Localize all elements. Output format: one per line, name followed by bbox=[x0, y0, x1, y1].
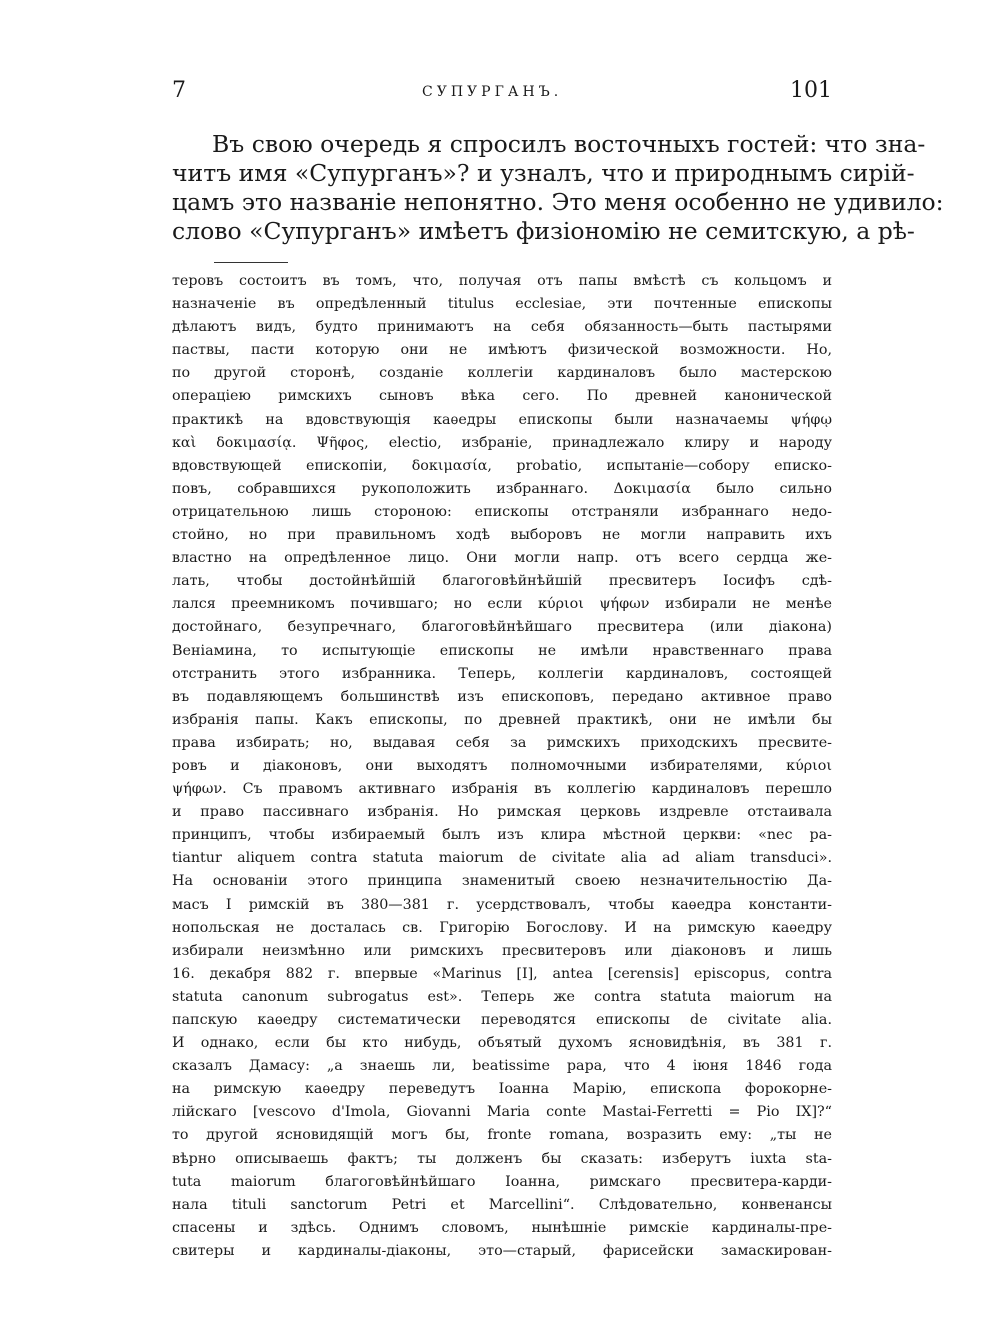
footnote-line: операціею римскихъ сыновъ вѣка сего. По древней канонической bbox=[172, 388, 832, 405]
footnote-line: 16. декабря 882 г. впервые «Marinus [I], antea [cerensis] episcopus, contra bbox=[172, 965, 832, 982]
footnote-line: нопольская не досталась св. Григорію Богослову. И на римскую каѳедру bbox=[172, 919, 832, 936]
footnote-line: statuta canonum subrogatus est». Теперь же contra statuta maiorum на bbox=[172, 988, 832, 1005]
footnote-line: И однако, если бы кто нибудь, объятый духомъ ясновидѣнія, въ 381 г. bbox=[172, 1035, 832, 1052]
footnote-line: свитеры и кардиналы-діаконы, это—старый, фарисейски замаскирован- bbox=[172, 1242, 832, 1259]
footnote-line: лался преемникомъ почившаго; но если κύριοι ψήφων избирали не менѣе bbox=[172, 596, 832, 613]
main-line: читъ имя «Супурганъ»? и узналъ, что и природнымъ сирій- bbox=[172, 159, 915, 187]
running-title: СУПУРГАНЪ. bbox=[422, 84, 563, 100]
footnote-line: На основаніи этого принципа знаменитый своею незначительностію Да- bbox=[172, 873, 832, 890]
footnote-line: властно на опредѣленное лицо. Они могли напр. отъ всего сердца же- bbox=[172, 550, 832, 567]
footnote-line: отрицательною лишь стороною: епископы отстраняли избраннаго недо- bbox=[172, 503, 832, 520]
footnote-line: отстранить этого избранника. Теперь, коллегіи кардиналовъ, состоящей bbox=[172, 665, 832, 682]
footnote-line: спасены и здѣсь. Однимъ словомъ, нынѣшніе римскіе кардиналы-пре- bbox=[172, 1219, 832, 1236]
footnote-line: tiantur aliquem contra statuta maiorum de civitate alia ad aliam transduci». bbox=[172, 850, 832, 867]
footnote-line: принципъ, чтобы избираемый былъ изъ клира мѣстной церкви: «nec pa- bbox=[172, 827, 832, 844]
footnote-line: практикѣ на вдовствующія каѳедры епископы были назначаемы ψήφῳ bbox=[172, 411, 832, 428]
footnote-divider bbox=[214, 262, 288, 263]
footnote-line: лать, чтобы достойнѣйшій благоговѣйнѣйшій пресвитеръ Іосифъ сдѣ- bbox=[172, 573, 832, 590]
footnote-line: назначеніе въ опредѣленный titulus ecclesiae, эти почтенные епископы bbox=[172, 296, 832, 313]
footnote-line: лійскаго [vescovo d'Imola, Giovanni Maria conte Mastai-Ferretti = Pio IX]?“ bbox=[172, 1104, 832, 1121]
footnote-line: вдовствующей епископіи, δοκιμασία, probatio, испытаніе—собору еписко- bbox=[172, 457, 832, 474]
chapter-number: 7 bbox=[172, 78, 186, 103]
footnote-line: повъ, собравшихся рукоположить избраннаго. Δοκιμασία было сильно bbox=[172, 480, 832, 497]
footnote-line: ψήφων. Съ правомъ активнаго избранія въ коллегію кардиналовъ перешло bbox=[172, 781, 832, 798]
running-header bbox=[172, 78, 832, 108]
main-line: Въ свою очередь я спросилъ восточныхъ гостей: что зна- bbox=[212, 130, 926, 158]
footnote-line: избирали неизмѣнно или римскихъ пресвитеровъ или діаконовъ и лишь bbox=[172, 942, 832, 959]
main-paragraph bbox=[172, 130, 944, 246]
footnote-line: избранія папы. Какъ епископы, по древней практикѣ, они не имѣли бы bbox=[172, 711, 832, 728]
footnote-line: въ подавляющемъ большинствѣ изъ епископовъ, передано активное право bbox=[172, 688, 832, 705]
footnote-line: права избирать; но, выдавая себя за римскихъ приходскихъ пресвите- bbox=[172, 734, 832, 751]
footnote-line: καὶ δοκιμασίᾳ. Ψῆφος, electio, избраніе, принадлежало клиру и народу bbox=[172, 434, 832, 451]
main-line: цамъ это названіе непонятно. Это меня особенно не удивило: bbox=[172, 188, 944, 216]
footnote-line: Веніамина, то испытующіе епископы не имѣли нравственнаго права bbox=[172, 642, 832, 659]
footnote-line: и право пассивнаго избранія. Но римская церковь издревле отстаивала bbox=[172, 804, 832, 821]
footnote-line: стойно, но при правильномъ ходѣ выборовъ не могли направить ихъ bbox=[172, 527, 832, 544]
footnote-line: вѣрно описываешь фактъ; ты долженъ бы сказать: изберутъ iuxta sta- bbox=[172, 1150, 832, 1167]
footnote-line: дѣлаютъ видъ, будто принимаютъ на себя обязанность—быть пастырями bbox=[172, 319, 832, 336]
footnote-line: tuta maiorum благоговѣйнѣйшаго Іоанна, римскаго пресвитера-карди- bbox=[172, 1173, 832, 1190]
page-number: 101 bbox=[790, 78, 832, 103]
footnote-line: теровъ состоитъ въ томъ, что, получая отъ папы вмѣстѣ съ кольцомъ и bbox=[172, 273, 832, 289]
footnote-line: то другой ясновидящій могъ бы, fronte romana, возразить ему: „ты не bbox=[172, 1127, 832, 1144]
footnote-line: по другой сторонѣ, созданіе коллегіи кардиналовъ было мастерскою bbox=[172, 365, 832, 382]
main-line: слово «Супурганъ» имѣетъ физіономію не семитскую, а рѣ- bbox=[172, 217, 915, 245]
footnote-block bbox=[172, 270, 832, 1263]
footnote-line: ровъ и діаконовъ, они выходятъ полномочными избирателями, κύριοι bbox=[172, 757, 832, 774]
footnote-line: папскую каѳедру систематически переводятся епископы de civitate alia. bbox=[172, 1012, 832, 1028]
footnote-line: паствы, пасти которую они не имѣютъ физической возможности. Но, bbox=[172, 342, 832, 359]
footnote-line: на римскую каѳедру переведутъ Іоанна Марію, епископа форокорне- bbox=[172, 1081, 832, 1098]
footnote-line: масъ I римскій въ 380—381 г. усердствовалъ, чтобы каѳедра константи- bbox=[172, 896, 832, 913]
footnote-line: достойнаго, безупречнаго, благоговѣйнѣйшаго пресвитера (или діакона) bbox=[172, 619, 832, 636]
footnote-line: сказалъ Дамасу: „а знаешь ли, beatissime papa, что 4 іюня 1846 года bbox=[172, 1058, 832, 1075]
footnote-line: нала tituli sanctorum Petri et Marcellini“. Слѣдовательно, конвенансы bbox=[172, 1196, 832, 1213]
